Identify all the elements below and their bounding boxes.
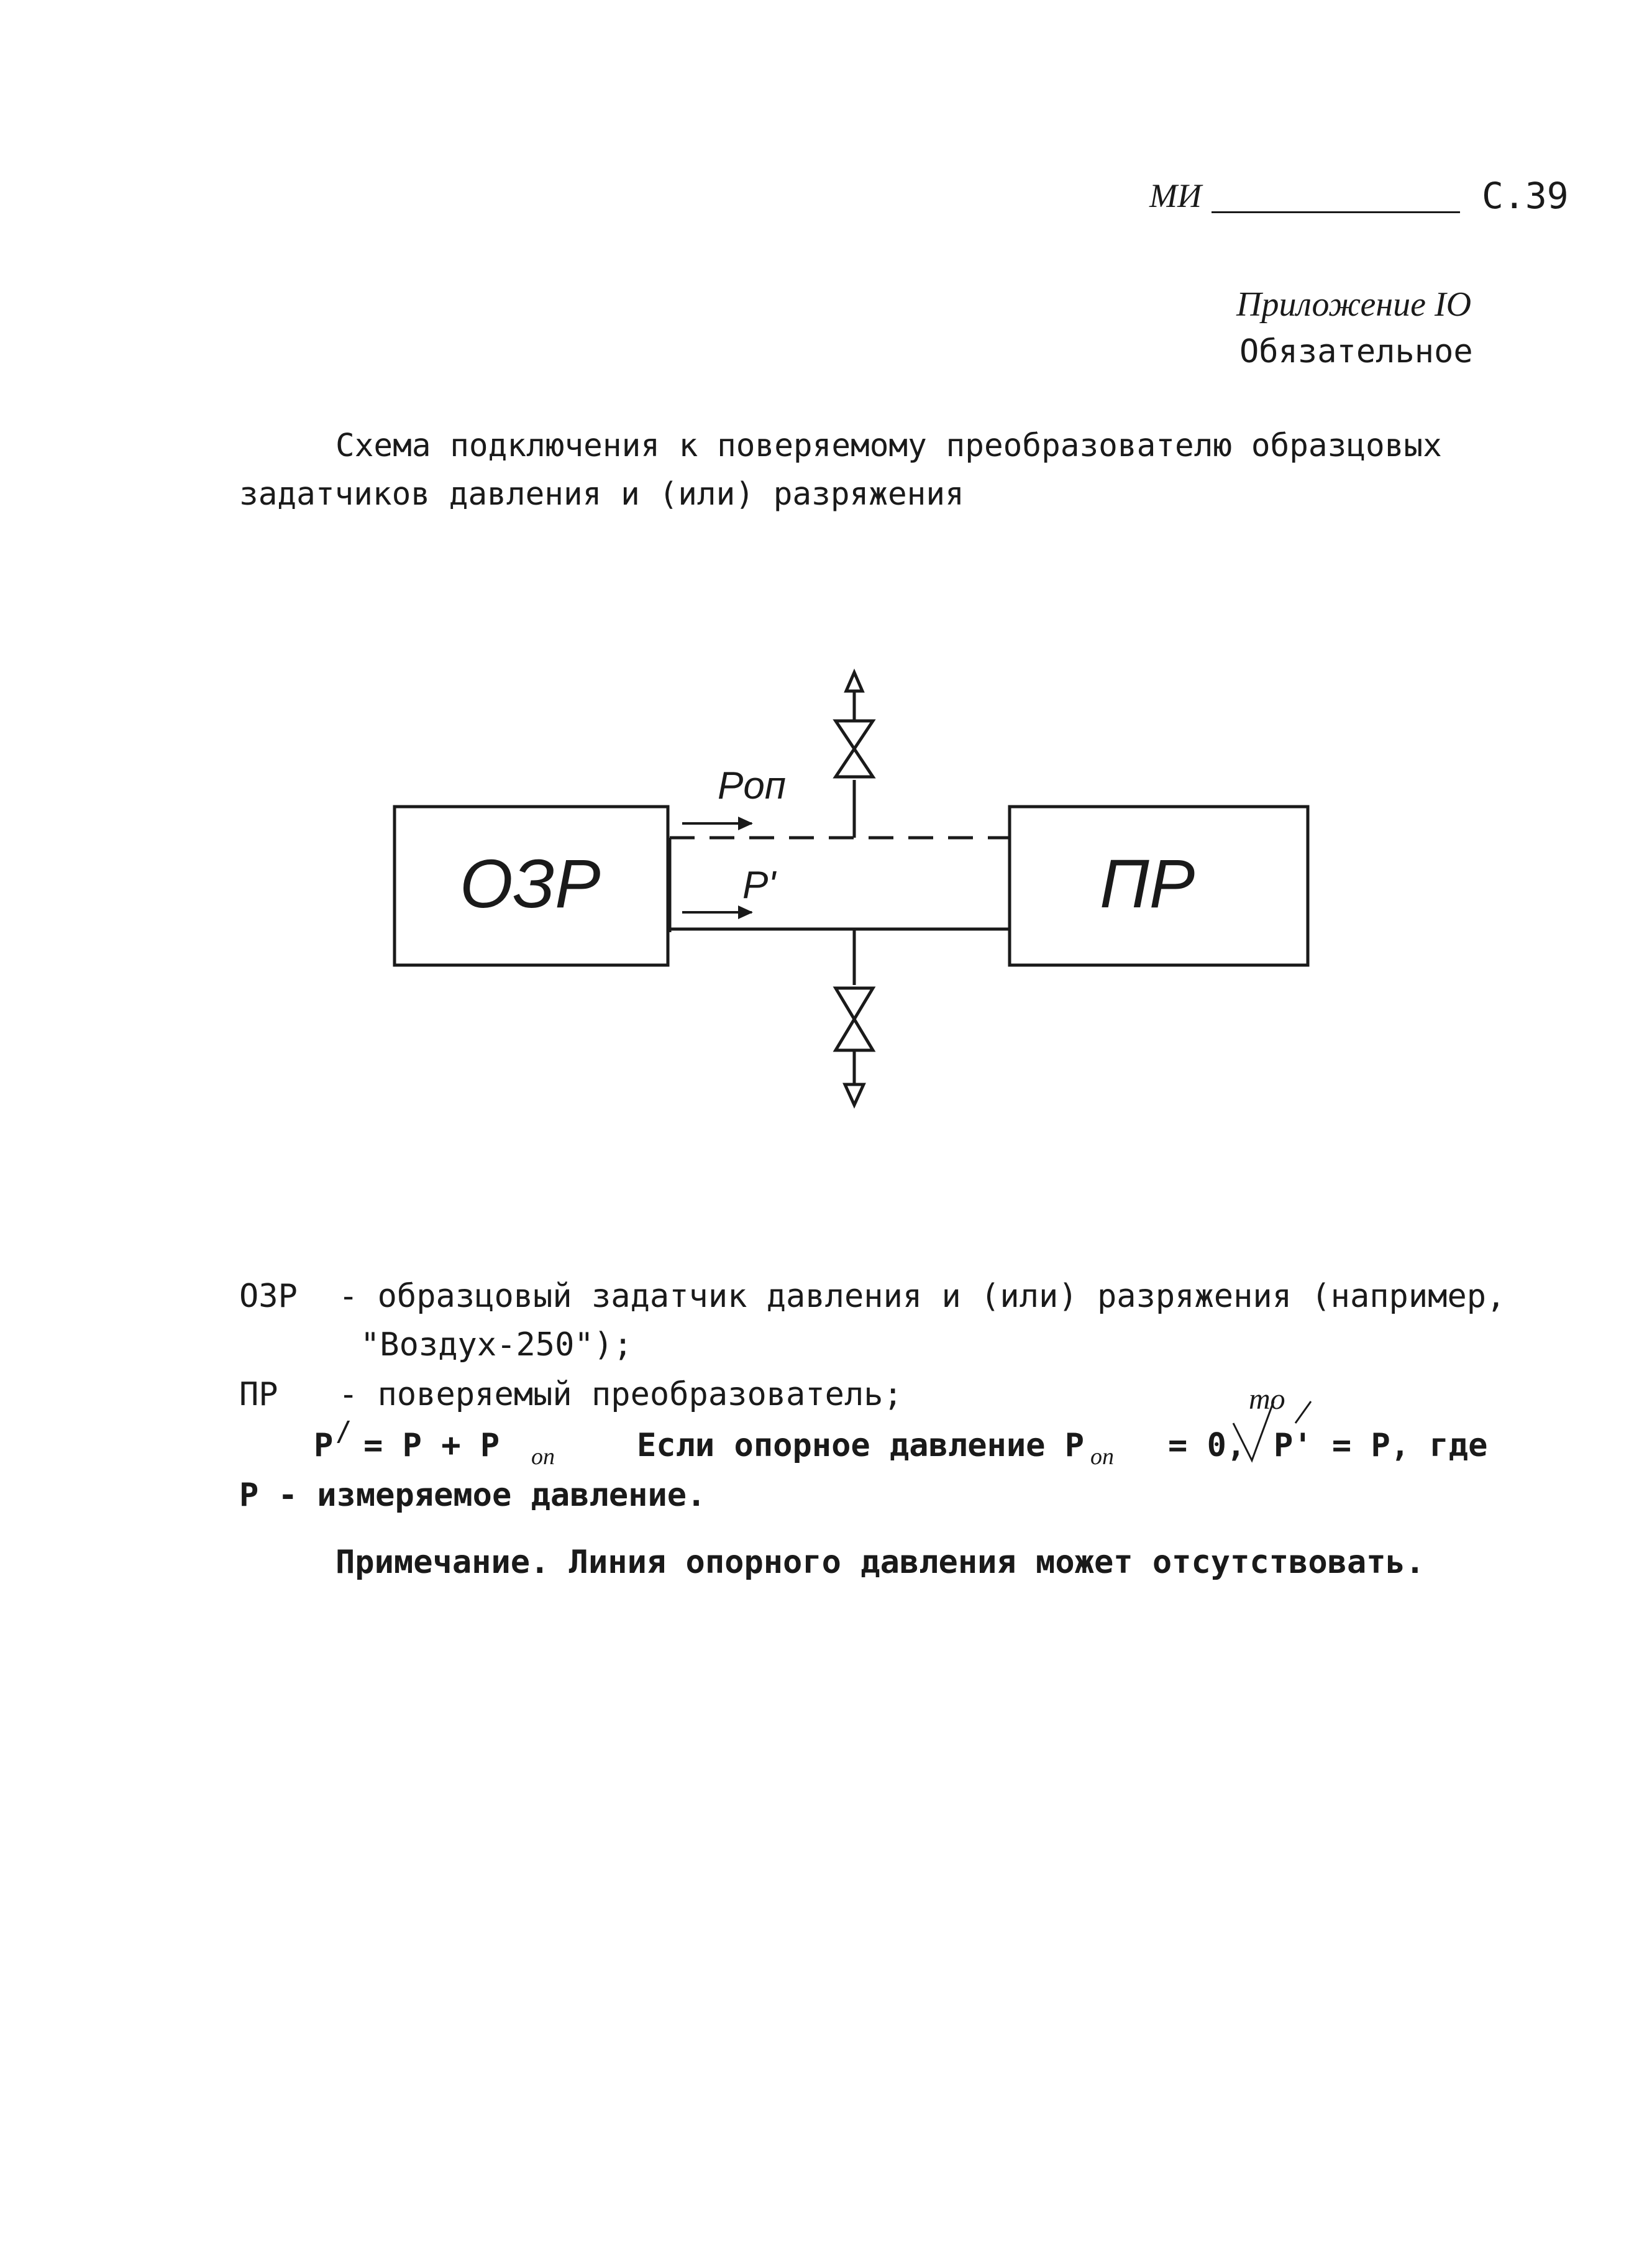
condition-eq: = 0, bbox=[1168, 1427, 1246, 1464]
p-definition: P - измеряемое давление. bbox=[239, 1477, 706, 1514]
formula-prime: / bbox=[335, 1416, 352, 1447]
condition-insertion-mark: то bbox=[1249, 1383, 1285, 1416]
formula-rhs: = P + P bbox=[363, 1427, 500, 1464]
condition-pre: Если опорное давление P bbox=[637, 1427, 1085, 1464]
legend-ozr-abbr: ОЗР bbox=[239, 1278, 298, 1315]
note: Примечание. Линия опорного давления может отсутствовать. bbox=[335, 1544, 1425, 1581]
appendix-title: Приложение IO bbox=[1236, 285, 1472, 324]
page-number: С.39 bbox=[1482, 175, 1569, 217]
ozr-box-label: ОЗР bbox=[460, 846, 601, 922]
legend-ozr-text-2: "Воздух-250"); bbox=[360, 1326, 633, 1363]
measured-pressure-label: P' bbox=[742, 864, 776, 907]
caption-line-2: задатчиков давления и (или) разряжения bbox=[239, 476, 964, 513]
legend-ozr-text-1: - образцовый задатчик давления и (или) разряжения (например, bbox=[339, 1278, 1506, 1315]
formula-sub: оп bbox=[531, 1444, 555, 1470]
condition-post: P' = P, где bbox=[1274, 1427, 1488, 1464]
condition-sub: оп bbox=[1090, 1444, 1114, 1470]
reference-pressure-label: Pоп bbox=[718, 764, 786, 807]
legend-pr-text: - поверяемый преобразователь; bbox=[339, 1376, 903, 1413]
pr-box-label: ПР bbox=[1100, 846, 1195, 922]
caption-line-1: Схема подключения к поверяемому преобразователю образцовых bbox=[335, 428, 1442, 464]
doc-code: МИ bbox=[1149, 177, 1202, 214]
legend-pr-abbr: ПР bbox=[239, 1376, 278, 1413]
appendix-status: Обязательное bbox=[1239, 333, 1473, 370]
formula-lhs: P bbox=[314, 1427, 334, 1464]
